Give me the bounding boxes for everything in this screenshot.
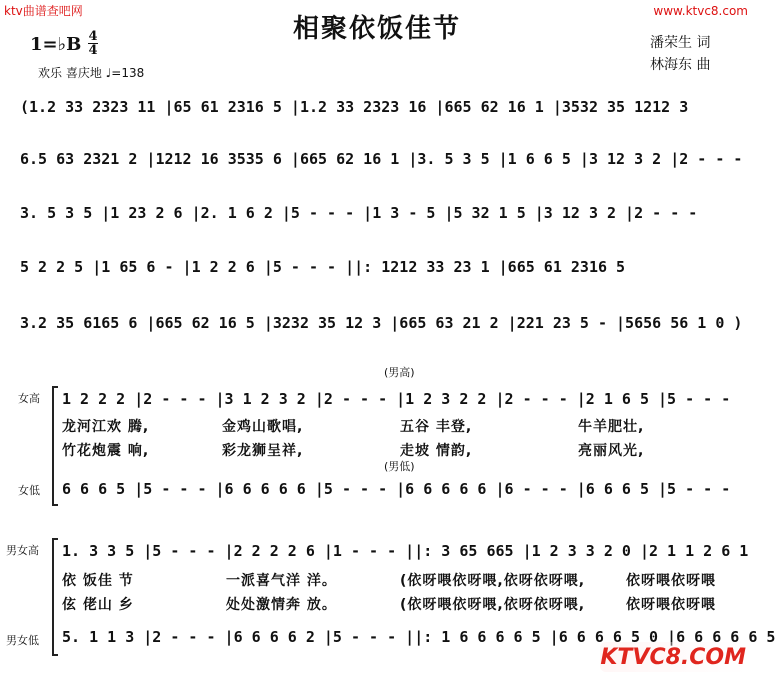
tempo-marking: 欢乐 喜庆地 ♩=138 xyxy=(38,66,145,80)
system1-high-notes: 1 2 2 2 |2 - - - |3 1 2 3 2 |2 - - - |1 2 3 2 2 |2 - - - |2 1 6 5 |5 - - - xyxy=(62,390,731,408)
male-low-mark: (男低) xyxy=(384,460,415,473)
intro-line-1: (1.2 33 2323 11 |65 61 2316 5 |1.2 33 2323 16 |665 62 16 1 |3532 35 1212 3 xyxy=(20,98,689,116)
s1-lyric1-a: 龙河江欢 腾, xyxy=(62,419,150,435)
male-high-mark: (男高) xyxy=(384,366,415,379)
watermark-right[interactable]: www.ktvc8.com xyxy=(653,4,748,18)
s1-lyric1-b: 金鸡山歌唱, xyxy=(222,419,304,435)
lyricist-credit: 潘荣生 词 xyxy=(650,35,711,51)
song-title: 相聚依饭佳节 xyxy=(292,14,461,44)
intro-line-4: 5 2 2 5 |1 65 6 - |1 2 2 6 |5 - - - ||: 1212 33 23 1 |665 61 2316 5 xyxy=(20,258,626,276)
s1-lyric2-b: 彩龙狮呈祥, xyxy=(222,443,304,459)
meter-bottom: 4 xyxy=(88,43,98,58)
female-high-label: 女高 xyxy=(18,392,40,405)
mixed-high-label: 男女高 xyxy=(6,544,39,557)
s1-lyric1-c: 五谷 丰登, xyxy=(400,419,473,435)
watermark-left: ktv曲谱查吧网 xyxy=(4,4,83,18)
s2-lyric1-d: 依呀喂依呀喂 xyxy=(626,573,716,589)
meter-top: 4 xyxy=(88,29,98,44)
composer-credit: 林海东 曲 xyxy=(650,57,711,73)
system2-brace xyxy=(52,538,58,656)
s1-lyric2-d: 亮丽风光, xyxy=(578,443,645,459)
intro-line-5: 3.2 35 6165 6 |665 62 16 5 |3232 35 12 3 |665 63 21 2 |221 23 5 - |5656 56 1 0 ) xyxy=(20,314,743,332)
s2-lyric2-a: 伭 佬山 乡 xyxy=(62,597,134,613)
system2-high-notes: 1. 3 3 5 |5 - - - |2 2 2 2 6 |1 - - - ||: 3 65 665 |1 2 3 3 2 0 |2 1 1 2 6 1 xyxy=(62,542,749,560)
mixed-low-label: 男女低 xyxy=(6,634,39,647)
female-low-label: 女低 xyxy=(18,484,40,497)
s2-lyric2-d: 依呀喂依呀喂 xyxy=(626,597,716,613)
time-signature xyxy=(88,30,98,57)
intro-line-3: 3. 5 3 5 |1 23 2 6 |2. 1 6 2 |5 - - - |1 3 - 5 |5 32 1 5 |3 12 3 2 |2 - - - xyxy=(20,204,698,222)
s2-lyric1-a: 依 饭佳 节 xyxy=(62,573,134,589)
system1-brace xyxy=(52,386,58,506)
s2-lyric1-c: (依呀喂依呀喂,依呀依呀喂, xyxy=(400,573,586,589)
system1-low-notes: 6 6 6 5 |5 - - - |6 6 6 6 6 |5 - - - |6 6 6 6 6 |6 - - - |6 6 6 5 |5 - - - xyxy=(62,480,731,498)
site-logo: KTVC8.COM xyxy=(600,645,746,670)
s1-lyric2-c: 走坡 情韵, xyxy=(400,443,473,459)
s1-lyric2-a: 竹花炮震 响, xyxy=(62,443,150,459)
s1-lyric1-d: 牛羊肥壮, xyxy=(578,419,645,435)
system2-low-notes: 5. 1 1 3 |2 - - - |6 6 6 6 2 |5 - - - ||: 1 6 6 6 6 5 |6 6 6 6 5 0 |6 6 6 6 6 5 xyxy=(62,628,775,646)
s2-lyric1-b: 一派喜气洋 洋。 xyxy=(226,573,337,589)
intro-line-2: 6.5 63 2321 2 |1212 16 3535 6 |665 62 16 1 |3. 5 3 5 |1 6 6 5 |3 12 3 2 |2 - - - xyxy=(20,150,743,168)
s2-lyric2-c: (依呀喂依呀喂,依呀依呀喂, xyxy=(400,597,586,613)
key-signature: 1=♭B xyxy=(30,34,82,55)
s2-lyric2-b: 处处激情奔 放。 xyxy=(226,597,337,613)
